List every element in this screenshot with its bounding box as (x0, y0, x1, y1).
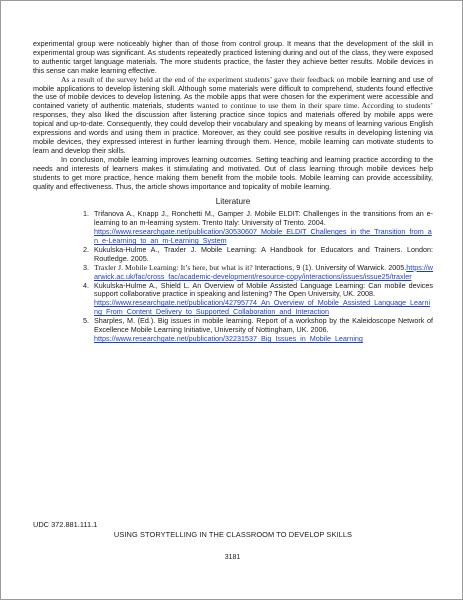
reference-text: Kukulska-Hulme A., Shield L. An Overview of Mobile Assisted Language Learning: Can mobile devices support collaborative practice in speaking and listening? The Open University, UK. 2008. (94, 280, 433, 299)
reference-link[interactable]: https://www.researchgate.net/publication/42795774_An_Overview_of_Mobile_Assisted_Language_Learning_From_Content_Delivery_to_Supported_Collaboration_and_Interaction (94, 298, 431, 317)
article-title: USING STORYTELLING IN THE CLASSROOM TO DEVELOP SKILLS (113, 530, 353, 539)
main-text-block (33, 40, 433, 344)
page-number: 3181 (224, 554, 241, 561)
udc-code: UDC 372.881.111.1 (33, 520, 98, 529)
reference-item (91, 282, 433, 318)
survey-sentence-serif: As a result of the survey held at the end of the experiment students’ gave their feedback on (61, 74, 345, 84)
reference-title-serif: Traxler J. Mobile Learning: It’s here, but what is it? (94, 262, 253, 272)
paragraph-conclusion: In conclusion, mobile learning improves learning outcomes. Setting teaching and learning practice according to the needs and interests of learners makes it stimulating and motivated. Out of class learning through mobile devices help students to get more practice, hence making them benefit from the mobile tools. Mobile learning can provide accessibility, quality and effectiveness. Thus, the article shows importance and topicality of mobile learning. (33, 154, 433, 191)
survey-continuation-serif: wanted to continue to use them in their spare time. According to students’ (196, 101, 433, 111)
reference-link[interactable]: https://www.researchgate.net/publication/32231537_Big_Issues_in_Mobile_Learning (94, 334, 363, 343)
reference-text: Trifanova A., Knapp J., Ronchetti M., Gamper J. Mobile ELDIT: Challenges in the transitions from an e-learning to an m-learning system. Trento Italy: University of Trento. 2004. (94, 209, 433, 228)
reference-item (91, 246, 433, 264)
reference-link[interactable]: https://www.researchgate.net/publication/30530607_Mobile_ELDIT_Challenges_in_the_Transition_from_an_e-Learning_to_an_m-Learning_System (94, 227, 432, 246)
literature-heading: Literature (215, 197, 251, 207)
paragraph-results: experimental group were noticeably higher than of those from control group. It means that the development of the skill in experimental group was significant. As students repeatedly practiced listening during and out of the class, they were exposed to authentic target language materials. The more students practice, the faster they achieve better results. Mobile devices in this sense can make learning effective. (33, 39, 433, 75)
survey-sentence-sans: mobile learning and use of mobile applications to develop listening skill. Although some materials were difficult to comprehend, students found effective the use of mobile devices to develop listening. As the mobile apps that were chosen for the experiment were accessible and contained variety of authentic materials, students (33, 74, 433, 111)
reference-text: Sharples, M. (Ed.). Big issues in mobile learning. Report of a workshop by the Kaleidoscope Network of Excellence Mobile Learning Initiative, University of Nottingham, UK. 2006. (94, 316, 433, 335)
paragraph-survey (33, 76, 433, 156)
survey-continuation-sans: responses, they also liked the discussion after listening practice since topics and materials offered by mobile apps were topical and up-to-date. Consequently, they could develop their vocabulary and speaking by means of learning various English expressions and words and using them in practice. Moreover, as they could see positive results in developing listening via mobile devices, they expressed interest in further learning through them. Hence, mobile learning can motivate students to learn and develop their skills. (33, 110, 433, 155)
reference-item (91, 317, 433, 344)
reference-item (91, 264, 433, 282)
reference-list (33, 210, 433, 344)
reference-text: Interactions, 9 (1). University of Warwick. 2005. (252, 262, 407, 272)
reference-link[interactable]: https://warwick.ac.uk/fac/cross_fac/academic-development/resource-copy/interactions/issues/issue25/traxler (94, 262, 433, 281)
reference-text: Kukulska-Hulme A., Traxler J. Mobile Learning: A Handbook for Educators and Trainers. London: Routledge. 2005. (94, 244, 433, 263)
reference-item (91, 210, 433, 246)
